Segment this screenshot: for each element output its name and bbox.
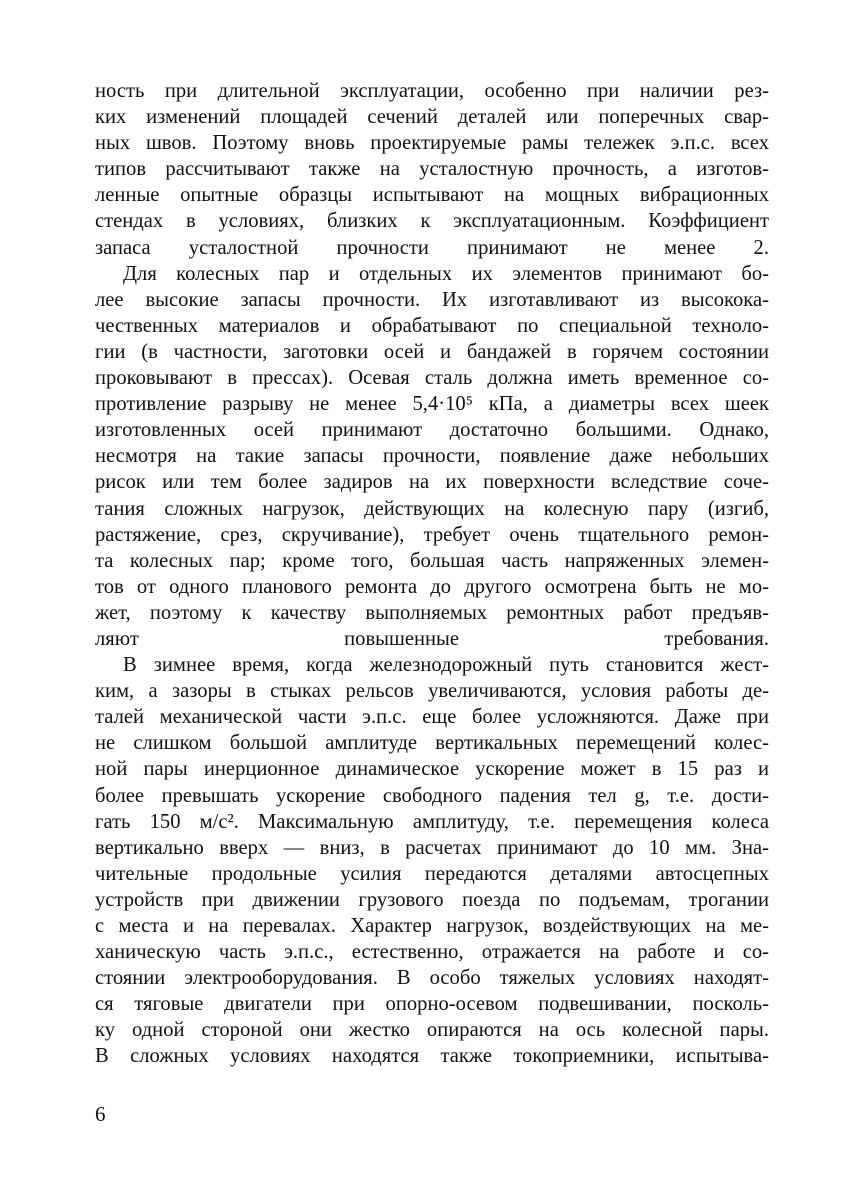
- text-line: талей механической части э.п.с. еще более усложняются. Даже при: [95, 706, 769, 729]
- text-line: проковывают в прессах). Осевая сталь должна иметь временное со-: [95, 367, 769, 390]
- paragraph-3: [95, 652, 769, 1070]
- text-line: чественных материалов и обрабатывают по специальной техноло-: [95, 314, 769, 337]
- text-line: вертикально вверх — вниз, в расчетах принимают до 10 мм. Зна-: [95, 836, 769, 859]
- paragraph-1: [95, 78, 769, 261]
- text-line: гать 150 м/с². Максимальную амплитуду, т.е. перемещения колеса: [95, 810, 769, 833]
- text-line: гии (в частности, заготовки осей и бандажей в горячем состоянии: [95, 340, 769, 363]
- text-line: не слишком большой амплитуде вертикальных перемещений колес-: [95, 732, 769, 755]
- text-line: жет, поэтому к качеству выполняемых ремонтных работ предъяв-: [95, 601, 769, 624]
- text-line: та колесных пар; кроме того, большая часть напряженных элемен-: [95, 549, 769, 572]
- text-line: Для колесных пар и отдельных их элементов принимают бо-: [123, 262, 769, 285]
- text-line: устройств при движении грузового поезда по подъемам, трогании: [95, 888, 769, 911]
- text-line: ся тяговые двигатели при опорно-осевом подвешивании, посколь-: [95, 993, 769, 1016]
- text-line: ку одной стороной они жестко опираются на ось колесной пары.: [95, 1019, 769, 1042]
- text-line: типов рассчитывают также на усталостную прочность, а изготов-: [95, 158, 769, 181]
- text-line: ляют повышенные требования.: [95, 627, 769, 650]
- text-line: ких изменений площадей сечений деталей или поперечных свар-: [95, 106, 769, 129]
- text-line: тания сложных нагрузок, действующих на колесную пару (изгиб,: [95, 497, 769, 520]
- text-line: несмотря на такие запасы прочности, появление даже небольших: [95, 445, 769, 468]
- text-line: более превышать ускорение свободного падения тел g, т.е. дости-: [95, 784, 769, 807]
- text-line: противление разрыву не менее 5,4·10⁵ кПа, а диаметры всех шеек: [95, 393, 769, 416]
- text-line: с места и на перевалах. Характер нагрузок, воздействующих на ме-: [95, 915, 769, 937]
- text-line: тов от одного планового ремонта до другого осмотрена быть не мо-: [95, 575, 769, 598]
- text-line: изготовленных осей принимают достаточно большими. Однако,: [95, 419, 769, 442]
- text-line: ной пары инерционное динамическое ускорение может в 15 раз и: [95, 758, 769, 781]
- text-line: стендах в условиях, близких к эксплуатационным. Коэффициент: [95, 210, 769, 233]
- text-line: В зимнее время, когда железнодорожный путь становится жест-: [123, 654, 769, 677]
- text-line: лее высокие запасы прочности. Их изготавливают из высокока-: [95, 288, 769, 311]
- text-line: чительные продольные усилия передаются деталями автосцепных: [95, 862, 769, 885]
- paragraph-2: [95, 261, 769, 652]
- text-line: ленные опытные образцы испытывают на мощных вибрационных: [95, 184, 769, 207]
- page-number: 6: [95, 1102, 106, 1126]
- text-line: ность при длительной эксплуатации, особенно при наличии рез-: [95, 80, 769, 102]
- text-line: рисок или тем более задиров на их поверхности вследствие соче-: [95, 471, 769, 494]
- text-line: ханическую часть э.п.с., естественно, отражается на работе и со-: [95, 941, 769, 964]
- text-line: ким, а зазоры в стыках рельсов увеличиваются, условия работы де-: [95, 680, 769, 703]
- text-line: ных швов. Поэтому вновь проектируемые рамы тележек э.п.с. всех: [95, 132, 769, 155]
- text-line: В сложных условиях находятся также токоприемники, испытыва-: [95, 1045, 769, 1068]
- page-body: [95, 78, 769, 1070]
- text-line: растяжение, срез, скручивание), требует очень тщательного ремон-: [95, 523, 769, 546]
- text-line: запаса усталостной прочности принимают не менее 2.: [95, 236, 769, 259]
- text-line: стоянии электрооборудования. В особо тяжелых условиях находят-: [95, 967, 769, 990]
